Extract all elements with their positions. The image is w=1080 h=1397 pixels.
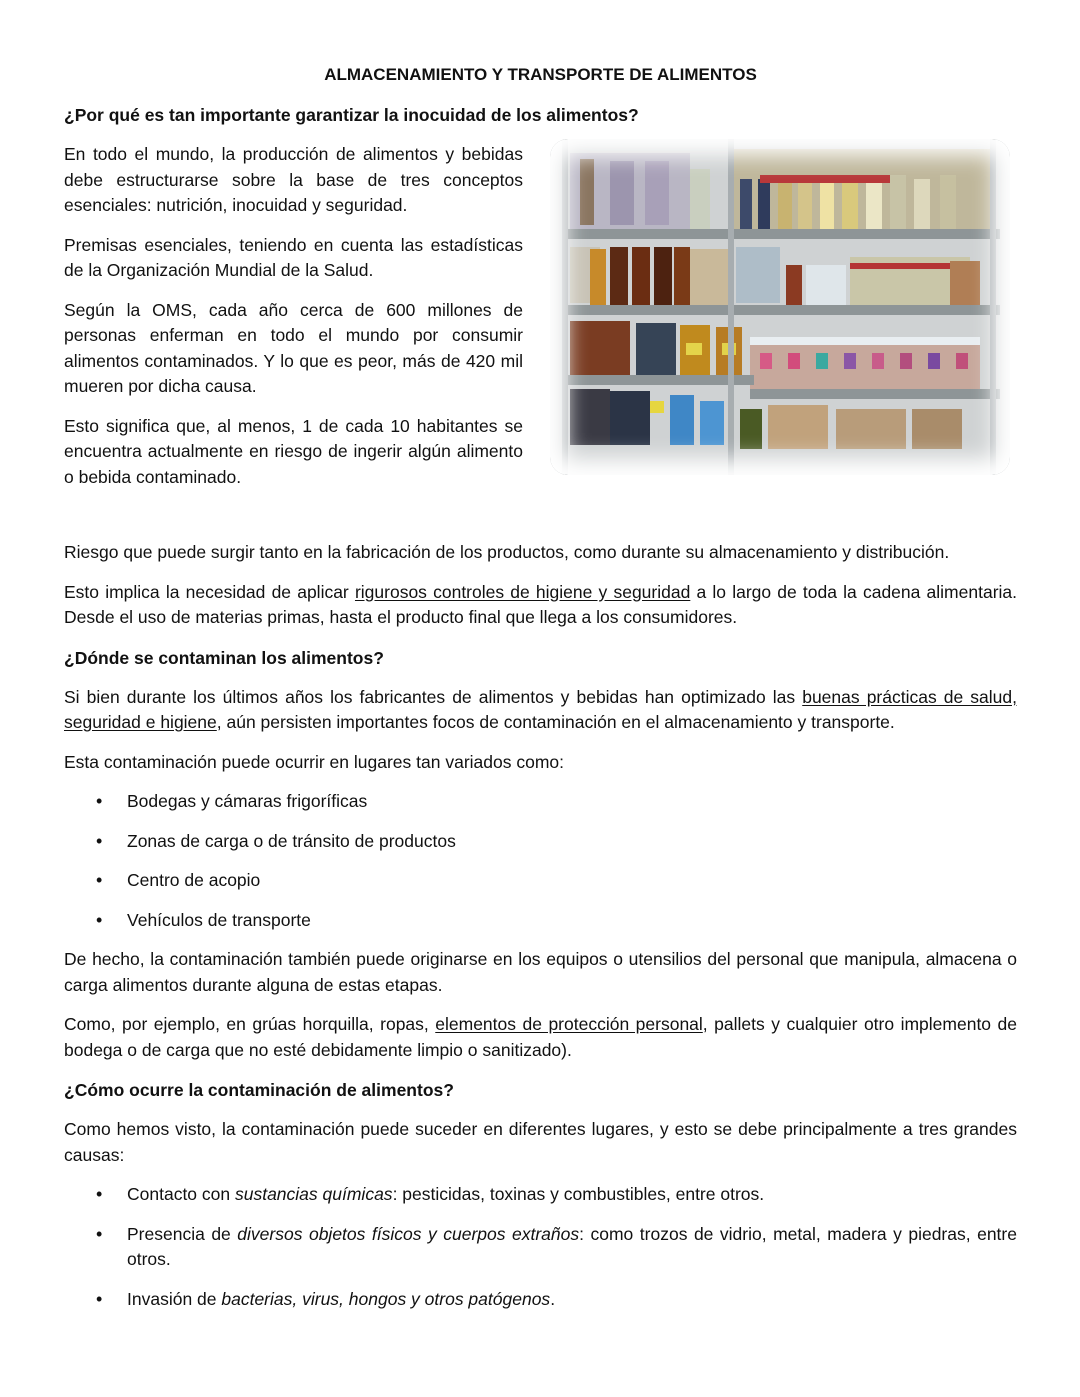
places-list — [64, 789, 1017, 933]
link-protective-equipment[interactable]: elementos de protección personal — [435, 1014, 703, 1034]
intro-block — [64, 142, 1017, 526]
paragraph-causes-intro: Como hemos visto, la contaminación puede suceder en diferentes lugares, y esto se debe principalmente a tres grandes causas: — [64, 1119, 1017, 1165]
paragraph-practices — [64, 685, 1017, 736]
section-heading-importance: ¿Por qué es tan importante garantizar la inocuidad de los alimentos? — [64, 105, 639, 125]
controls-text-before: Esto implica la necesidad de aplicar — [64, 581, 355, 602]
paragraph-risk-origin: Riesgo que puede surgir tanto en la fabricación de los productos, como durante su almacenamiento y distribución. — [64, 542, 950, 562]
list-item — [64, 1182, 1017, 1208]
practices-text-after: , aún persisten importantes focos de contaminación en el almacenamiento y transporte. — [216, 712, 895, 732]
paragraph-oms-statistics: Según la OMS, cada año cerca de 600 millones de personas enferman en todo el mundo por consumir alimentos contaminados. Y lo que es peor, más de 420 mil mueren por dicha causa. — [64, 299, 523, 396]
cause-text: Contacto con — [127, 1184, 235, 1204]
list-item: • Centro de acopio — [64, 868, 1017, 894]
example-text-after: , pallets y cualquier otro implemento de bodega o de carga que no esté debidamente limpio o sanitizado). — [64, 1014, 1017, 1060]
list-item: • Zonas de carga o de tránsito de productos — [64, 829, 1017, 855]
storage-shelves-photo — [550, 139, 1010, 475]
link-hygiene-controls[interactable]: rigurosos controles de higiene y seguridad — [354, 581, 691, 602]
cause-text: Presencia de — [127, 1223, 238, 1244]
link-good-practices[interactable]: buenas prácticas de salud, seguridad e higiene — [64, 686, 1017, 732]
list-item: • Bodegas y cámaras frigoríficas — [64, 789, 1017, 815]
document-title: ALMACENAMIENTO Y TRANSPORTE DE ALIMENTOS — [324, 65, 757, 84]
paragraph-example — [64, 1012, 1017, 1063]
paragraph-controls — [64, 580, 1017, 631]
causes-list — [64, 1182, 1017, 1312]
cause-text: : pesticidas, toxinas y combustibles, entre otros. — [392, 1184, 765, 1204]
list-item — [64, 1222, 1017, 1273]
cause-emphasis: bacterias, virus, hongos y otros patógenos — [221, 1288, 551, 1309]
document-page — [64, 62, 1017, 1326]
paragraph-places-intro: Esta contaminación puede ocurrir en lugares tan variados como: — [64, 751, 564, 772]
example-text-before: Como, por ejemplo, en grúas horquilla, ropas, — [64, 1014, 436, 1034]
cause-text: : como trozos de vidrio, metal, madera y piedras, entre otros. — [127, 1223, 1017, 1269]
cause-text: . — [550, 1288, 556, 1309]
section-heading-how: ¿Cómo ocurre la contaminación de alimentos? — [64, 1080, 454, 1100]
cause-emphasis: sustancias químicas — [234, 1184, 393, 1204]
section-heading-where: ¿Dónde se contaminan los alimentos? — [64, 647, 384, 668]
list-item: • Vehículos de transporte — [64, 908, 1017, 934]
controls-text-after: a lo largo de toda la cadena alimentaria. Desde el uso de materias primas, hasta el producto final que llega a los consumidores. — [64, 581, 1018, 627]
cause-text: Invasión de — [127, 1288, 222, 1309]
paragraph-three-concepts: En todo el mundo, la producción de alimentos y bebidas debe estructurarse sobre la base de tres conceptos esenciales: nutrición, inocuidad y seguridad. — [64, 144, 523, 215]
practices-text-before: Si bien durante los últimos años los fabricantes de alimentos y bebidas han optimizado las — [64, 686, 803, 707]
cause-emphasis: diversos objetos físicos y cuerpos extraños — [237, 1223, 580, 1244]
paragraph-equipment: De hecho, la contaminación también puede originarse en los equipos o utensilios del personal que manipula, almacena o carga alimentos durante alguna de estas etapas. — [64, 949, 1017, 995]
paragraph-premises: Premisas esenciales, teniendo en cuenta las estadísticas de la Organización Mundial de la Salud. — [64, 234, 523, 280]
list-item — [64, 1287, 1017, 1313]
intro-text-column — [64, 142, 523, 504]
paragraph-risk-ratio: Esto significa que, al menos, 1 de cada 10 habitantes se encuentra actualmente en riesgo de ingerir algún alimento o bebida contaminado. — [64, 415, 523, 487]
shelves-illustration — [550, 139, 1010, 475]
